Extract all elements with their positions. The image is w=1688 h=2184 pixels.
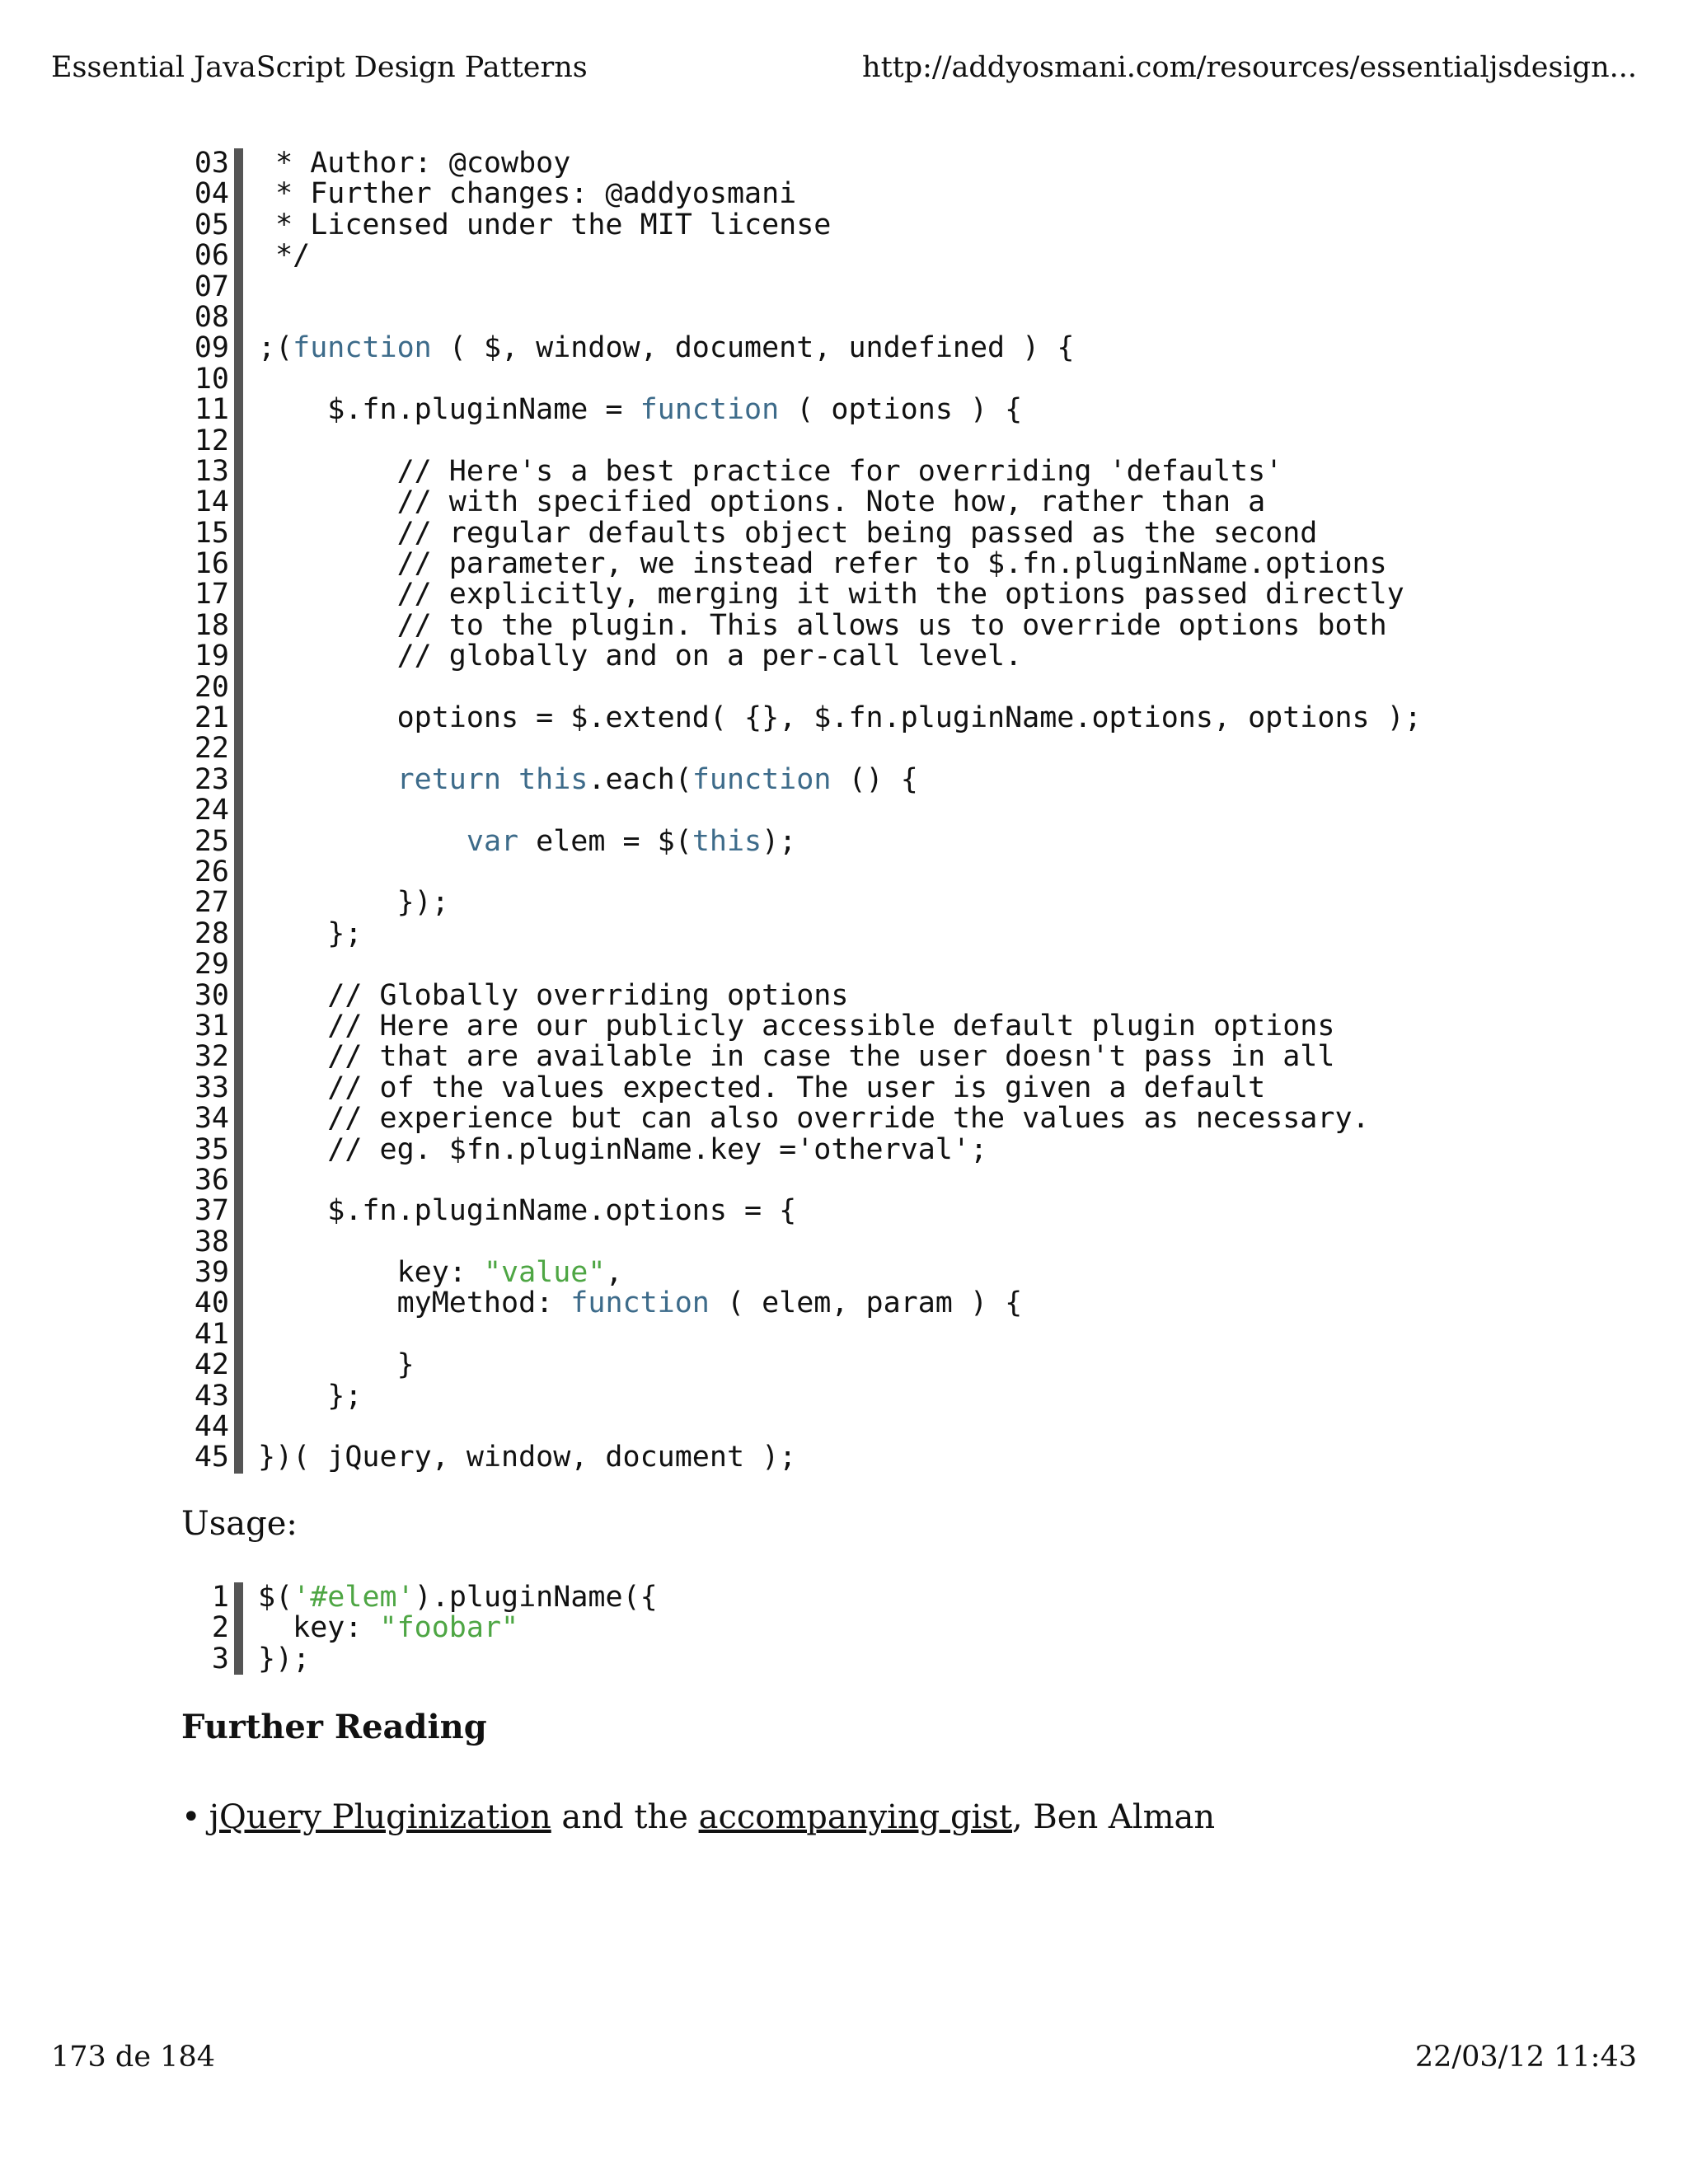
code-line — [181, 302, 1422, 333]
page-header-title: Essential JavaScript Design Patterns — [51, 51, 588, 84]
usage-label: Usage: — [181, 1505, 298, 1543]
line-number: 04 — [194, 177, 229, 211]
gutter-bar — [234, 549, 243, 579]
gutter-bar — [234, 1412, 243, 1442]
gutter-bar — [234, 611, 243, 641]
code-line — [181, 641, 1422, 672]
line-number: 12 — [194, 424, 229, 457]
code-line — [181, 518, 1422, 549]
gutter-bar — [234, 857, 243, 888]
gutter-bar — [234, 1073, 243, 1104]
line-number: 26 — [194, 855, 229, 888]
code-line — [181, 1165, 1422, 1196]
gutter-bar — [234, 1258, 243, 1288]
gutter-bar — [234, 457, 243, 487]
code-line — [181, 1227, 1422, 1258]
code-line — [181, 1132, 1422, 1166]
line-number: 29 — [194, 948, 229, 982]
gutter-bar — [234, 1165, 243, 1196]
code-line — [181, 762, 1422, 796]
code-text: // explicitly, merging it with the options passed directly — [258, 578, 1404, 612]
code-line — [181, 210, 1422, 241]
code-text: // Here are our publicly accessible default plugin options — [258, 1009, 1335, 1043]
code-text: } — [258, 1348, 415, 1382]
gutter-bar — [234, 673, 243, 703]
code-text: key: "value", — [258, 1256, 623, 1290]
code-line — [181, 579, 1422, 610]
further-reading-item — [181, 1798, 1215, 1836]
code-line — [181, 364, 1422, 395]
code-block-plugin — [181, 148, 1422, 1474]
code-text: })( jQuery, window, document ); — [258, 1441, 797, 1474]
page-header-url: http://addyosmani.com/resources/essentialjsdesign... — [862, 51, 1637, 84]
gutter-bar — [234, 148, 243, 179]
code-line — [181, 1381, 1422, 1412]
print-datetime: 22/03/12 11:43 — [1414, 2041, 1637, 2074]
line-number: 08 — [194, 300, 229, 334]
code-line — [181, 1042, 1422, 1072]
gutter-bar — [234, 888, 243, 918]
code-line — [181, 978, 1422, 1012]
code-line — [181, 148, 1422, 179]
code-line — [181, 1442, 1422, 1473]
line-number: 19 — [194, 640, 229, 673]
gutter-bar — [234, 579, 243, 610]
code-line — [181, 608, 1422, 642]
gutter-bar — [234, 1319, 243, 1350]
code-text: }; — [258, 1379, 363, 1413]
code-text: // of the values expected. The user is given a default — [258, 1071, 1266, 1104]
line-number: 14 — [194, 485, 229, 519]
line-number: 40 — [194, 1286, 229, 1320]
code-text: // with specified options. Note how, rather than a — [258, 485, 1266, 519]
code-line — [181, 333, 1422, 363]
line-number: 24 — [194, 794, 229, 827]
further-reading-heading: Further Reading — [181, 1708, 487, 1746]
code-text: key: "foobar" — [258, 1611, 519, 1645]
line-number: 31 — [194, 1009, 229, 1043]
line-number: 13 — [194, 454, 229, 488]
code-text: $('#elem').pluginName({ — [258, 1581, 658, 1614]
code-text: }); — [258, 1642, 311, 1675]
code-line — [181, 824, 1422, 858]
gutter-bar — [234, 302, 243, 333]
code-line — [181, 454, 1422, 488]
gutter-bar — [234, 364, 243, 395]
gutter-bar — [234, 1613, 243, 1643]
code-text: }); — [258, 886, 449, 920]
line-number: 11 — [194, 393, 229, 427]
code-line — [181, 1011, 1422, 1042]
gutter-bar — [234, 733, 243, 764]
gutter-bar — [234, 395, 243, 425]
line-number: 07 — [194, 269, 229, 303]
code-text: ;(function ( $, window, document, undefined ) { — [258, 331, 1075, 365]
line-number: 22 — [194, 732, 229, 766]
code-text: var elem = $(this); — [466, 824, 797, 858]
gutter-bar — [234, 981, 243, 1011]
code-text: $.fn.pluginName = function ( options ) { — [258, 393, 1023, 427]
gutter-bar — [234, 1288, 243, 1319]
code-text: // to the plugin. This allows us to override options both — [258, 608, 1387, 642]
code-text: // that are available in case the user doesn't pass in all — [258, 1040, 1335, 1074]
gutter-bar — [234, 1582, 243, 1613]
line-number: 44 — [194, 1410, 229, 1444]
gutter-bar — [234, 272, 243, 302]
line-number: 36 — [194, 1163, 229, 1197]
code-text: return this.each(function () { — [396, 762, 918, 796]
code-text: * Further changes: @addyosmani — [258, 177, 797, 211]
code-text: $.fn.pluginName.options = { — [258, 1194, 797, 1228]
code-line — [181, 795, 1422, 826]
gutter-bar — [234, 827, 243, 857]
code-line — [181, 1104, 1422, 1134]
code-text: // globally and on a per-call level. — [258, 640, 1023, 673]
gutter-bar — [234, 426, 243, 457]
code-line — [181, 670, 1422, 704]
code-line — [181, 1258, 1422, 1288]
line-number: 25 — [194, 824, 229, 858]
code-line — [181, 426, 1422, 457]
code-line — [181, 1288, 1422, 1319]
gutter-bar — [234, 518, 243, 549]
line-number: 16 — [194, 547, 229, 581]
line-number: 23 — [194, 762, 229, 796]
code-line — [181, 1196, 1422, 1226]
code-line — [181, 1319, 1422, 1350]
line-number: 30 — [194, 978, 229, 1012]
gutter-bar — [234, 795, 243, 826]
gutter-bar — [234, 1227, 243, 1258]
line-number: 17 — [194, 578, 229, 612]
code-text: // regular defaults object being passed as the second — [258, 516, 1318, 550]
line-number: 05 — [194, 208, 229, 241]
code-line — [181, 269, 1422, 303]
code-text: }; — [258, 916, 363, 950]
gutter-bar — [234, 949, 243, 980]
line-number: 15 — [194, 516, 229, 550]
code-line — [181, 1644, 658, 1675]
code-line — [181, 949, 1422, 980]
code-line — [181, 1613, 658, 1643]
code-line — [181, 549, 1422, 579]
gutter-bar — [234, 1196, 243, 1226]
gutter-bar — [234, 703, 243, 733]
code-line — [181, 1412, 1422, 1442]
gutter-bar — [234, 1011, 243, 1042]
line-number: 2 — [211, 1611, 229, 1645]
line-number: 41 — [194, 1317, 229, 1351]
reading-middle-text: and the — [551, 1798, 699, 1836]
line-number: 1 — [211, 1581, 229, 1614]
gutter-bar — [234, 487, 243, 518]
gutter-bar — [234, 765, 243, 795]
bullet-icon: • — [181, 1798, 201, 1836]
code-text: // parameter, we instead refer to $.fn.pluginName.options — [258, 547, 1387, 581]
code-line — [181, 703, 1422, 733]
line-number: 27 — [194, 886, 229, 920]
gutter-bar — [234, 1104, 243, 1134]
line-number: 20 — [194, 670, 229, 704]
code-line — [181, 1582, 658, 1613]
line-number: 06 — [194, 239, 229, 273]
code-text: * Author: @cowboy — [258, 147, 571, 180]
code-line — [181, 857, 1422, 888]
line-number: 38 — [194, 1225, 229, 1258]
code-line — [181, 1350, 1422, 1380]
line-number: 43 — [194, 1379, 229, 1413]
gutter-bar — [234, 210, 243, 241]
code-text: // Globally overriding options — [258, 978, 849, 1012]
code-line — [181, 395, 1422, 425]
line-number: 3 — [211, 1642, 229, 1675]
line-number: 37 — [194, 1194, 229, 1228]
line-number: 34 — [194, 1102, 229, 1136]
link-accompanying-gist[interactable]: accompanying gist — [698, 1798, 1012, 1836]
code-text: options = $.extend( {}, $.fn.pluginName.options, options ); — [258, 701, 1422, 735]
gutter-bar — [234, 1135, 243, 1165]
gutter-bar — [234, 1042, 243, 1072]
code-line — [181, 888, 1422, 918]
gutter-bar — [234, 641, 243, 672]
line-number: 18 — [194, 608, 229, 642]
code-block-usage — [181, 1582, 658, 1675]
code-line — [181, 179, 1422, 209]
code-text: // eg. $fn.pluginName.key ='otherval'; — [258, 1132, 988, 1166]
page-counter: 173 de 184 — [51, 2041, 215, 2074]
line-number: 09 — [194, 331, 229, 365]
line-number: 03 — [194, 147, 229, 180]
line-number: 39 — [194, 1256, 229, 1290]
gutter-bar — [234, 1644, 243, 1675]
code-line — [181, 916, 1422, 950]
line-number: 32 — [194, 1040, 229, 1074]
gutter-bar — [234, 919, 243, 949]
reading-suffix-text: , Ben Alman — [1011, 1798, 1216, 1836]
code-line — [181, 241, 1422, 271]
gutter-bar — [234, 241, 243, 271]
link-jquery-pluginization[interactable]: jQuery Pluginization — [209, 1798, 551, 1836]
line-number: 42 — [194, 1348, 229, 1382]
code-text: myMethod: function ( elem, param ) { — [258, 1286, 1023, 1320]
gutter-bar — [234, 333, 243, 363]
line-number: 33 — [194, 1071, 229, 1104]
gutter-bar — [234, 1350, 243, 1380]
code-text: // Here's a best practice for overriding 'defaults' — [258, 454, 1283, 488]
code-line — [181, 733, 1422, 764]
line-number: 45 — [194, 1441, 229, 1474]
code-text: * Licensed under the MIT license — [258, 208, 832, 241]
gutter-bar — [234, 1442, 243, 1473]
code-line — [181, 487, 1422, 518]
line-number: 10 — [194, 362, 229, 396]
code-text: // experience but can also override the values as necessary. — [258, 1102, 1370, 1136]
gutter-bar — [234, 1381, 243, 1412]
code-line — [181, 1073, 1422, 1104]
line-number: 21 — [194, 701, 229, 735]
gutter-bar — [234, 179, 243, 209]
line-number: 28 — [194, 916, 229, 950]
code-text: */ — [258, 239, 311, 273]
line-number: 35 — [194, 1132, 229, 1166]
